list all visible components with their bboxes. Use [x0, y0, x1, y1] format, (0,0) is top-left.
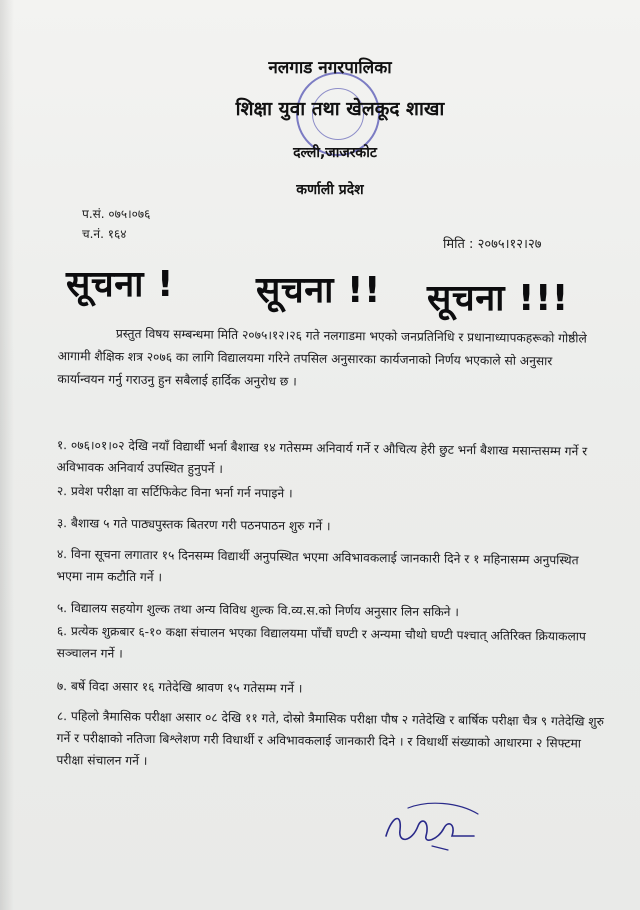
notice-intro-paragraph: प्रस्तुत विषय सम्बन्धमा मिति २०७५।१२।२६ गते नलगाडमा भएको जनप्रतिनिधि र प्रधानाध्यापकहरूको गोष्ठीले आगामी शैक्षिक शत्र २०७६ का लागि विद्यालयमा गरिने तपसिल अनुसारका कार्यजनाको निर्णय भएकाले सो अनुसार कार्यान्वयन गर्नु गराउनु हुन सबैलाई हार्दिक अनुरोध छ ।	[57, 326, 587, 389]
notice-item-5: ५. विद्यालय सहयोग शुल्क तथा अन्य विविध शुल्क वि.व्य.स.को निर्णय अनुसार लिन सकिने ।	[56, 600, 460, 620]
municipality-name: नलगाड नगरपालिका	[268, 58, 392, 78]
notice-headline-1: सूचना !	[66, 264, 174, 305]
branch-name: शिक्षा युवा तथा खेलकूद शाखा	[235, 98, 445, 120]
notice-item-3: ३. बैशाख ५ गते पाठ्यपुस्तक बितरण गरी पठनपाठन शुरु गर्ने ।	[56, 515, 331, 534]
notice-item-1: १. ०७६।०१।०२ देखि नयाँ विद्यार्थी भर्ना बैशाख १४ गतेसम्म अनिवार्य गर्ने र औचित्य हेरी छुट भर्ना बैशाख मसान्तसम्म गर्ने र अविभावक अनिवार्य उपस्थित हुनुपर्ने ।	[56, 437, 588, 477]
dispatch-number: च.नं. १६४	[82, 227, 127, 241]
notice-item-7: ७. बर्षे विदा असार १६ गतेदेखि श्रावण १५ गतेसम्म गर्ने ।	[56, 678, 303, 696]
notice-date: मिति : २०७५।१२।२७	[443, 237, 542, 252]
notice-item-8: ८. पहिलो त्रैमासिक परीक्षा असार ०८ देखि ११ गते, दोस्रो त्रैमासिक परीक्षा पौष २ गतेदेखि र बार्षिक परीक्षा चैत्र ९ गतेदेखि शुरु गर्ने र परीक्षाको नतिजा बिश्लेशण गरी विधार्थी र अविभावकलाई जानकारी दिने । र विधार्थी संख्याको आधारमा २ सिफ्टमा परीक्षा संचालन गर्ने ।	[56, 708, 604, 768]
notice-item-6: ६. प्रत्येक शुक्रबार ६-१० कक्षा संचालन भएका विद्यालयमा पाँचौं घण्टी र अन्यमा चौथो घण्टी पश्चात् अतिरिक्त क्रियाकलाप सञ्चालन गर्ने ।	[56, 623, 586, 661]
page-shadow	[0, 0, 14, 910]
notice-headline-3: सूचना !!!	[427, 278, 569, 319]
handwritten-signature	[378, 796, 488, 856]
office-address: दल्ली,जाजरकोट	[293, 145, 377, 161]
province-name: कर्णाली प्रदेश	[296, 182, 364, 198]
letter-reference-number: प.सं. ०७५।०७६	[82, 207, 151, 221]
notice-item-2: २. प्रवेश परीक्षा वा सर्टिफिकेट विना भर्ना गर्न नपाइने ।	[56, 483, 293, 501]
notice-headline-2: सूचना !!	[256, 270, 381, 311]
notice-item-4: ४. विना सूचना लगातार १५ दिनसम्म विद्यार्थी अनुपस्थित भएमा अविभावकलाई जानकारी दिने र १ महिनासम्म अनुपस्थित भएमा नाम कटौति गर्ने ।	[56, 546, 579, 585]
